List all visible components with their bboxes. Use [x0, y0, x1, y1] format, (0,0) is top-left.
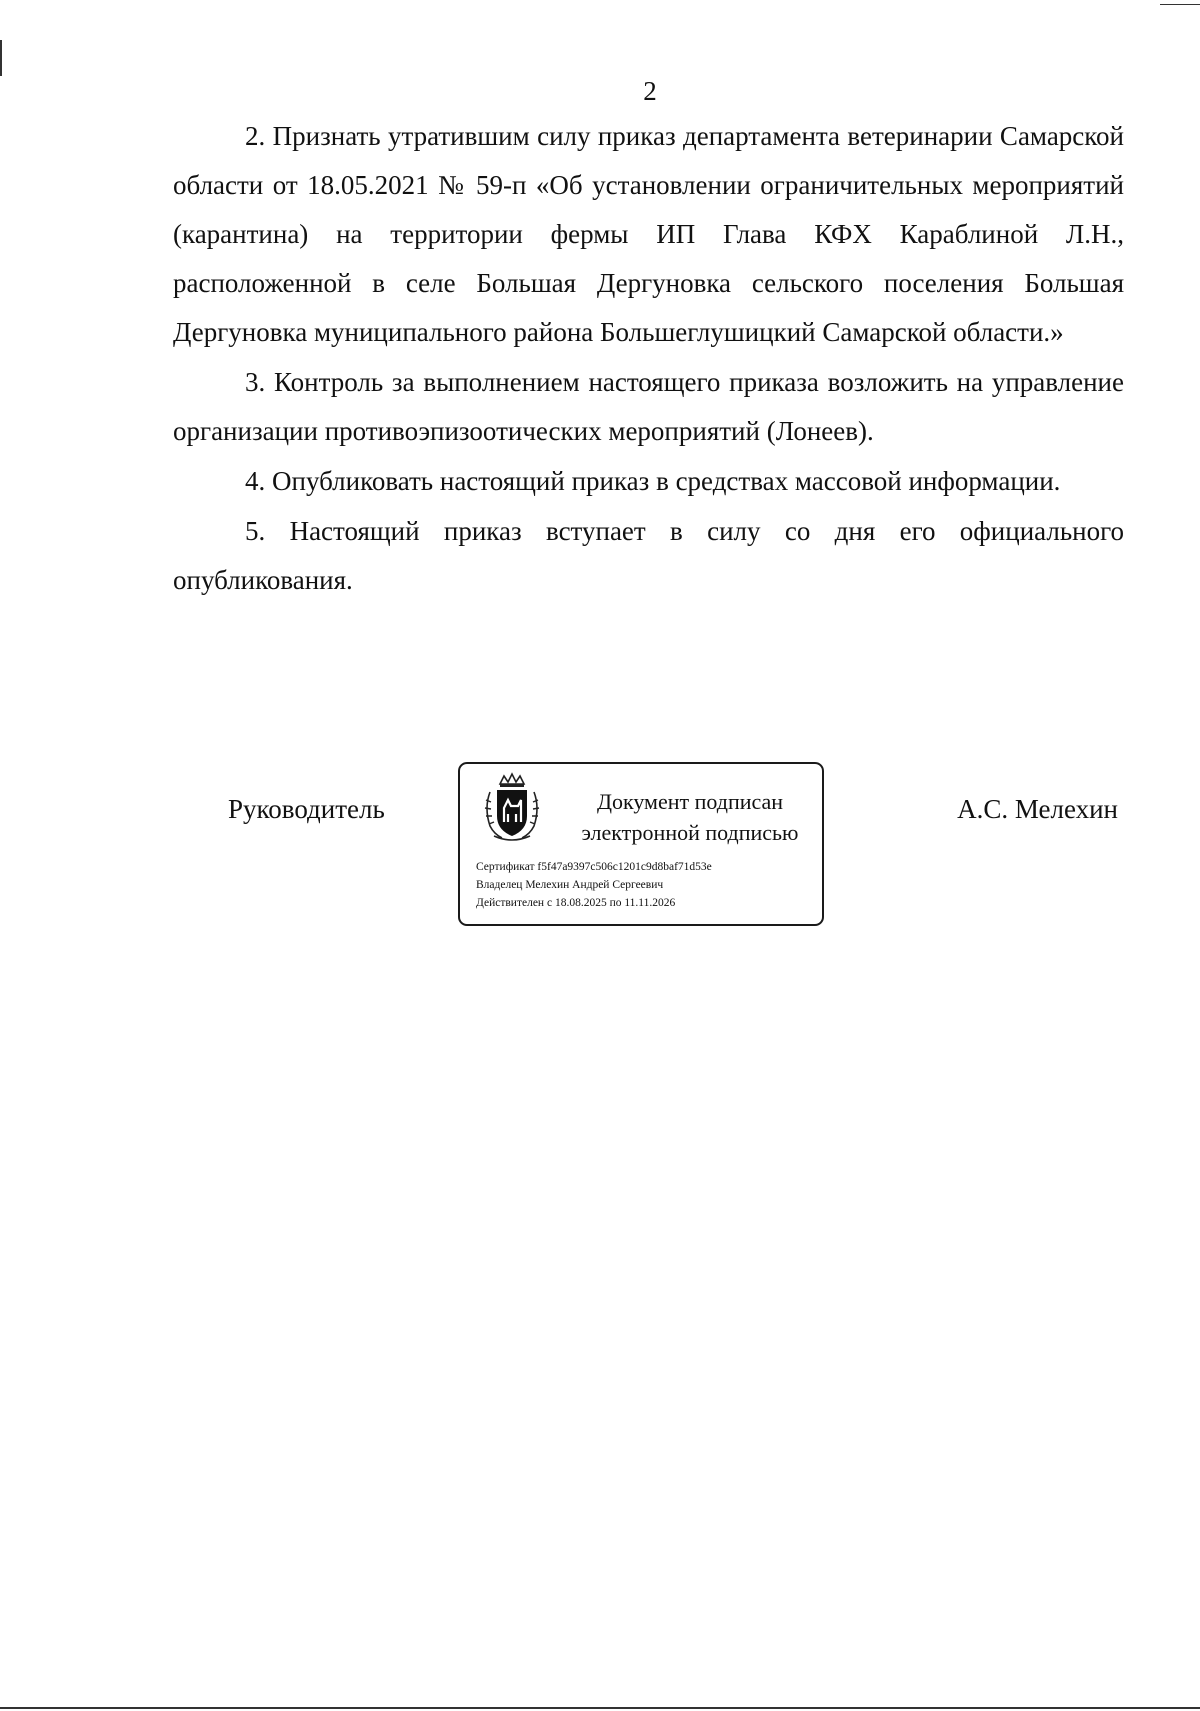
certificate-owner: Владелец Мелехин Андрей Сергеевич	[476, 879, 664, 891]
electronic-signature-stamp	[458, 762, 824, 926]
paragraph-3: 3. Контроль за выполнением настоящего приказа возложить на управление организации противоэпизоотических мероприятий (Лонеев).	[173, 367, 1124, 446]
paragraph-5: 5. Настоящий приказ вступает в силу со дня его официального опубликования.	[173, 516, 1124, 595]
certificate-validity: Действителен с 18.08.2025 по 11.11.2026	[476, 897, 676, 909]
scan-edge-line-bottom	[0, 1707, 1200, 1709]
stamp-title-line-1: Документ подписан	[596, 789, 784, 814]
signatory-position: Руководитель	[228, 794, 385, 824]
stamp-title-line-2: электронной подписью	[581, 820, 799, 845]
page-number: 2	[643, 76, 657, 106]
paragraph-2: 2. Признать утратившим силу приказ департамента ветеринарии Самарской области от 18.05.2021 № 59-п «Об установлении ограничительных мероприятий (карантина) на территории фермы ИП Глава КФХ Караблиной Л.Н., расположенной в селе Большая Дергуновка сельского поселения Большая Дергуновка муниципального района Большеглушицкий Самарской области.»	[173, 121, 1124, 347]
paragraph-4: 4. Опубликовать настоящий приказ в средствах массовой информации.	[245, 466, 1061, 496]
certificate-number: Сертификат f5f47a9397c506c1201c9d8baf71d53e	[476, 861, 712, 873]
signature-block	[0, 762, 1200, 932]
coat-of-arms-icon	[480, 772, 544, 844]
stamp-title	[560, 786, 820, 848]
stamp-details	[476, 858, 816, 912]
document-body	[173, 112, 1124, 605]
scan-edge-line-top-right	[1160, 4, 1200, 5]
signatory-name: А.С. Мелехин	[957, 794, 1118, 824]
scan-edge-mark-left	[0, 40, 2, 76]
